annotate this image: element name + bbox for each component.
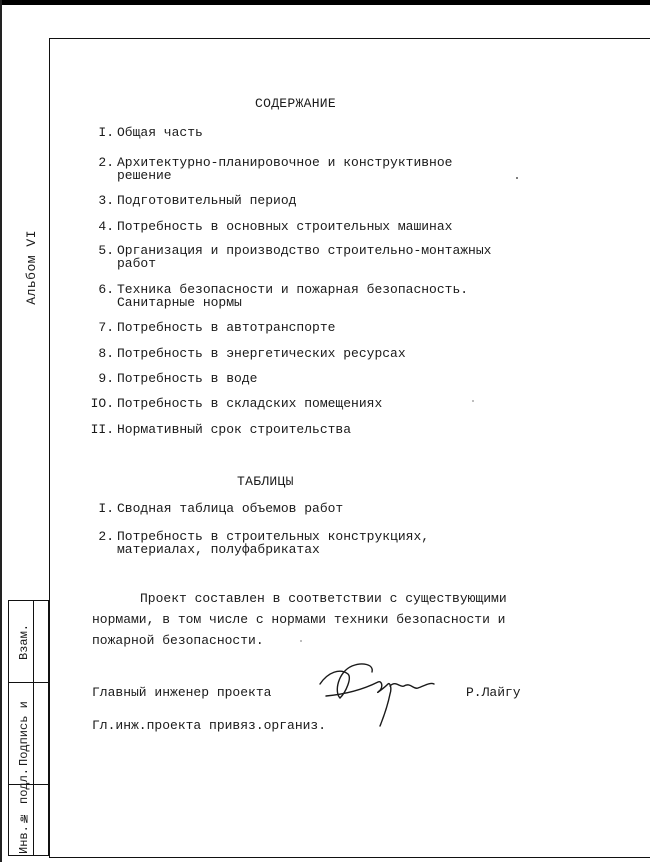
statement-text: Проект составлен в соответствии с существующими нормами, в том числе с нормами техники безопасности и пожарной безопасности. [92, 591, 507, 648]
item-text: Потребность в автотранспорте [117, 320, 336, 335]
scan-speck [300, 640, 302, 642]
item-text: Нормативный срок строительства [117, 422, 352, 437]
stamp-column-divider [33, 601, 34, 855]
item-number: 2. [98, 155, 114, 170]
scan-top-edge [0, 0, 650, 5]
chief-engineer-label: Главный инженер проекта [92, 685, 272, 700]
handwritten-signature [318, 658, 436, 728]
scan-speck [472, 400, 474, 402]
item-number: I. [98, 501, 114, 516]
margin-stamp-box [8, 600, 49, 856]
contents-title: СОДЕРЖАНИЕ [255, 96, 337, 111]
item-text: Архитектурно-планировочное и конструктивное решение [117, 155, 453, 183]
project-statement [92, 588, 532, 651]
item-text: Подготовительный период [117, 193, 297, 208]
album-label: Альбом VI [24, 230, 39, 305]
item-number: 8. [98, 346, 114, 361]
item-number: 6. [98, 282, 114, 297]
chief-engineer-name: Р.Лайгу [466, 685, 521, 700]
item-text: Потребность в воде [117, 371, 258, 386]
org-engineer-label: Гл.инж.проекта привяз.организ. [92, 718, 327, 733]
item-text: Организация и производство строительно-монтажных работ [117, 243, 492, 271]
item-number: IO. [90, 396, 114, 411]
item-number: 5. [98, 243, 114, 258]
tables-title: ТАБЛИЦЫ [237, 474, 294, 489]
stamp-row-divider [9, 682, 48, 683]
item-number: 4. [98, 219, 114, 234]
scan-speck [516, 177, 518, 179]
item-number: II. [90, 422, 114, 437]
item-text: Потребность в складских помещениях [117, 396, 383, 411]
item-number: 3. [98, 193, 114, 208]
item-number: 2. [98, 529, 114, 544]
item-number: 7. [98, 320, 114, 335]
item-text: Общая часть [117, 125, 203, 140]
scan-left-edge [0, 0, 2, 862]
item-number: I. [98, 125, 114, 140]
item-text: Потребность в основных строительных машинах [117, 219, 453, 234]
item-text: Техника безопасности и пожарная безопасность. Санитарные нормы [117, 282, 469, 310]
item-text: Сводная таблица объемов работ [117, 501, 344, 516]
stamp-cell-inventory: Инв.№ подл. [17, 767, 31, 854]
stamp-cell-replace: Взам. [17, 624, 31, 661]
item-number: 9. [98, 371, 114, 386]
item-text: Потребность в строительных конструкциях, материалах, полуфабрикатах [117, 529, 430, 557]
item-text: Потребность в энергетических ресурсах [117, 346, 406, 361]
stamp-cell-signature: Подпись и [17, 701, 31, 767]
